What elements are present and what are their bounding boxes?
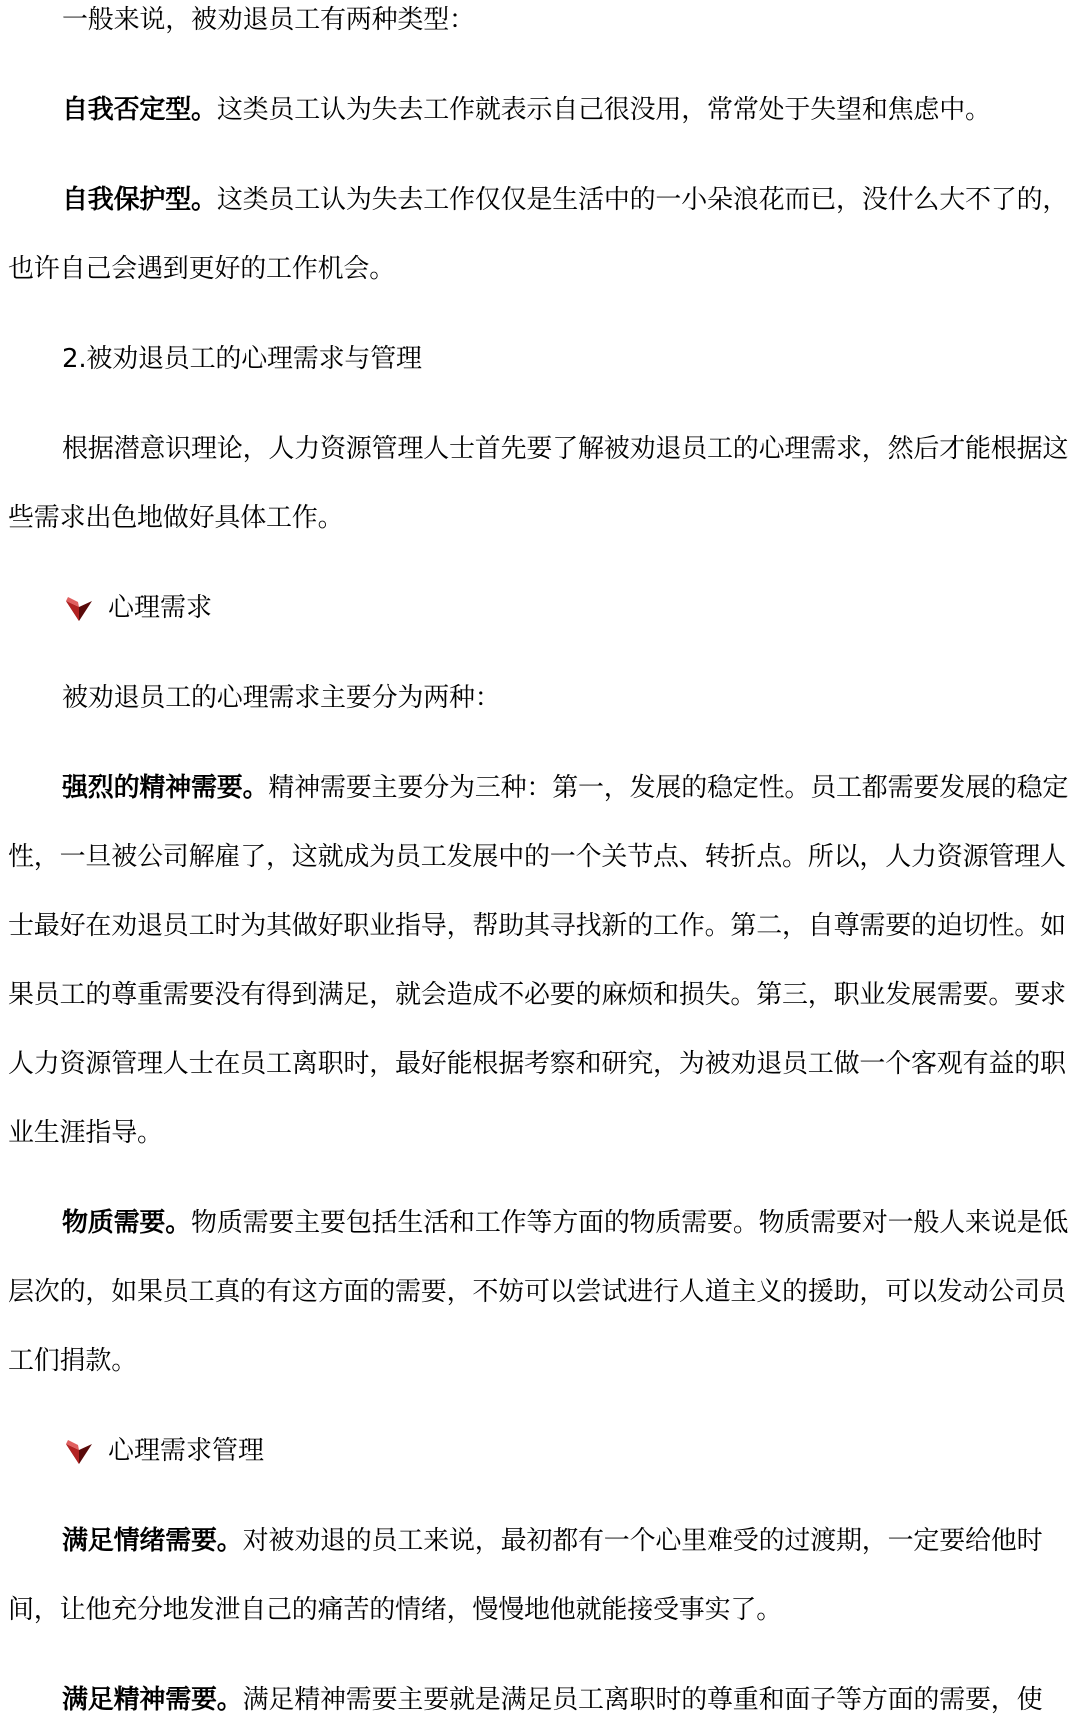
paragraph-subconscious-theory xyxy=(8,415,1074,553)
bold-lead: 自我保护型。 xyxy=(62,185,217,215)
paragraph-needs-intro xyxy=(8,664,1074,733)
section-title-needs-management xyxy=(8,325,1074,394)
paragraph-text: 这类员工认为失去工作仅仅是生活中的一小朵浪花而已，没什么大不了的，也许自己会遇到更好的工作机会。 xyxy=(8,185,1069,284)
subheading-text: 心理需求管理 xyxy=(108,1436,265,1466)
paragraph-text: 这类员工认为失去工作就表示自己很没用，常常处于失望和焦虑中。 xyxy=(216,95,991,125)
paragraph-text: 一般来说，被劝退员工有两种类型： xyxy=(62,5,475,35)
paragraph-text: 2.被劝退员工的心理需求与管理 xyxy=(62,344,422,374)
paragraph-text: 根据潜意识理论，人力资源管理人士首先要了解被劝退员工的心理需求，然后才能根据这些需求出色地做好具体工作。 xyxy=(8,434,1069,533)
bold-lead: 强烈的精神需要。 xyxy=(62,773,269,803)
red-arrow-bullet-icon xyxy=(64,1438,94,1466)
paragraph-emotional-needs xyxy=(8,1507,1074,1645)
bold-lead: 满足精神需要。 xyxy=(62,1685,243,1715)
paragraph-spiritual-needs xyxy=(8,754,1074,1168)
subheading-psychological-needs xyxy=(8,574,1074,643)
paragraph-text: 被劝退员工的心理需求主要分为两种： xyxy=(62,683,501,713)
red-arrow-bullet-icon xyxy=(64,595,94,623)
bold-lead: 满足情绪需要。 xyxy=(62,1526,243,1556)
paragraph-text: 对被劝退的员工来说，最初都有一个心里难受的过渡期，一定要给他时间，让他充分地发泄自己的痛苦的情绪，慢慢地他就能接受事实了。 xyxy=(8,1526,1043,1625)
subheading-text: 心理需求 xyxy=(108,593,213,623)
paragraph-mental-needs xyxy=(8,1666,1074,1735)
document-body xyxy=(8,0,1074,1735)
paragraph-material-needs xyxy=(8,1189,1074,1396)
paragraph-types-intro xyxy=(8,0,1074,55)
paragraph-text: 精神需要主要分为三种：第一，发展的稳定性。员工都需要发展的稳定性，一旦被公司解雇了，这就成为员工发展中的一个关节点、转折点。所以，人力资源管理人士最好在劝退员工时为其做好职业指导，帮助其寻找新的工作。第二，自尊需要的迫切性。如果员工的尊重需要没有得到满足，就会造成不必要的麻烦和损失。第三，职业发展需要。要求人力资源管理人士在员工离职时，最好能根据考察和研究，为被劝退员工做一个客观有益的职业生涯指导。 xyxy=(8,773,1069,1148)
subheading-needs-management xyxy=(8,1417,1074,1486)
paragraph-text: 满足精神需要主要就是满足员工离职时的尊重和面子等方面的需要，使 xyxy=(242,1685,1043,1715)
paragraph-self-denial xyxy=(8,76,1074,145)
bold-lead: 自我否定型。 xyxy=(62,95,217,125)
bold-lead: 物质需要。 xyxy=(62,1208,192,1238)
paragraph-text: 物质需要主要包括生活和工作等方面的物质需要。物质需要对一般人来说是低层次的，如果员工真的有这方面的需要，不妨可以尝试进行人道主义的援助，可以发动公司员工们捐款。 xyxy=(8,1208,1069,1376)
paragraph-self-protection xyxy=(8,166,1074,304)
